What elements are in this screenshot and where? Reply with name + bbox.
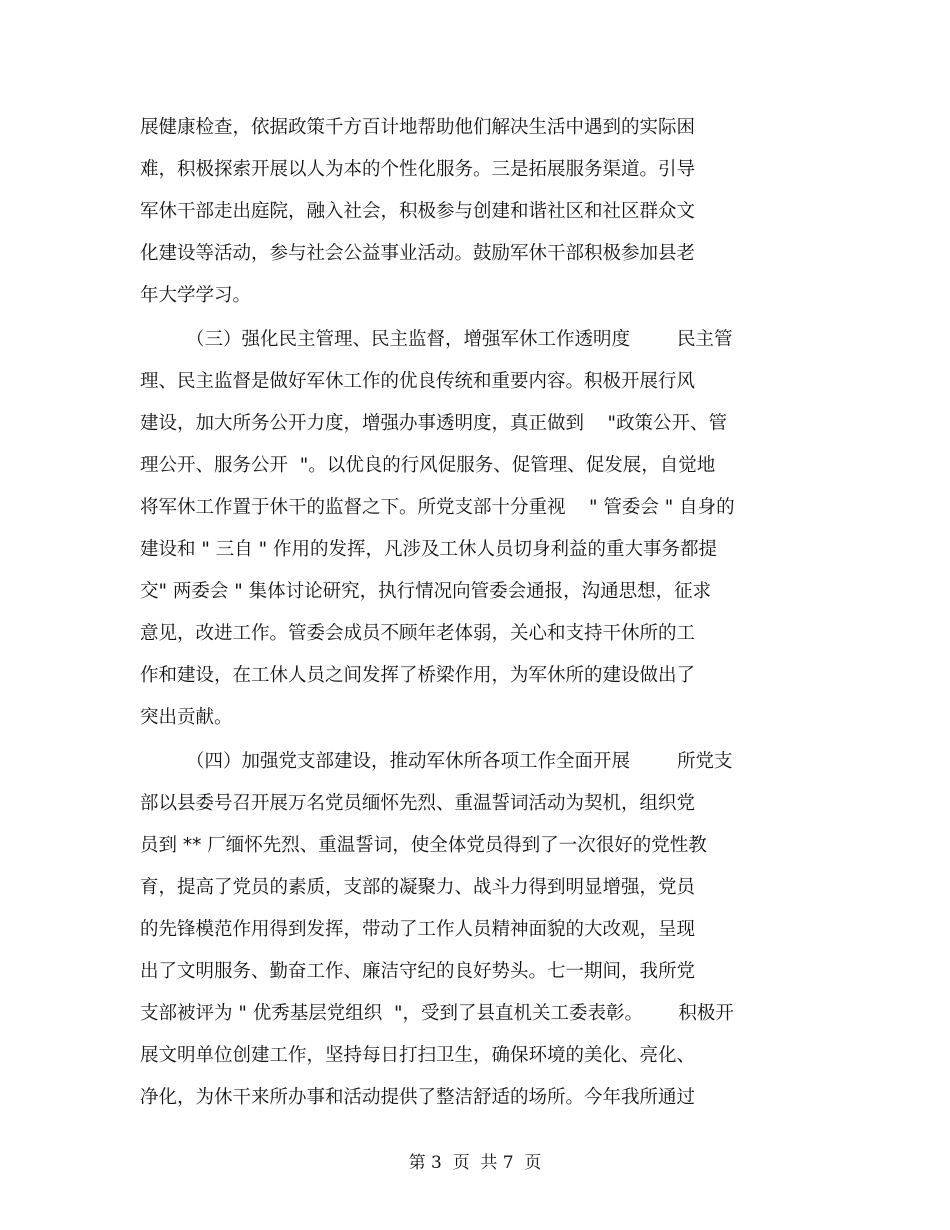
body-line: 部以县委号召开展万名党员缅怀先烈、重温誓词活动为契机，组织党 <box>140 793 696 814</box>
body-line: 军休干部走出庭院，融入社会，积极参与创建和谐社区和社区群众文 <box>140 201 696 222</box>
body-line: 理、民主监督是做好军休工作的优良传统和重要内容。积极开展行风 <box>140 371 696 392</box>
body-line: 将军休工作置于休干的监督之下。所党支部十分重视 " 管委会 " 自身的 <box>140 497 735 518</box>
body-line: 作和建设，在工休人员之间发挥了桥梁作用，为军休所的建设做出了 <box>140 665 696 686</box>
page-number-footer: 第 3 页 共 7 页 <box>408 1153 542 1173</box>
section-heading-line: （四）加强党支部建设，推动军休所各项工作全面开展 所党支 <box>186 751 733 772</box>
body-line: 突出贡献。 <box>140 707 233 728</box>
section-heading-line: （三）强化民主管理、民主监督，增强军休工作透明度 民主管 <box>186 329 733 350</box>
body-line: 净化，为休干来所办事和活动提供了整洁舒适的场所。今年我所通过 <box>140 1087 696 1108</box>
body-line: 交" 两委会 " 集体讨论研究，执行情况向管委会通报，沟通思想，征求 <box>140 581 712 602</box>
body-line: 出了文明服务、勤奋工作、廉洁守纪的良好势头。七一期间，我所党 <box>140 961 696 982</box>
body-line: 的先锋模范作用得到发挥，带动了工作人员精神面貌的大改观，呈现 <box>140 919 696 940</box>
body-line: 员到 ** 厂缅怀先烈、重温誓词，使全体党员得到了一次很好的党性教 <box>140 835 707 856</box>
body-line: 意见，改进工作。管委会成员不顾年老体弱，关心和支持干休所的工 <box>140 623 696 644</box>
body-line: 展文明单位创建工作，坚持每日打扫卫生，确保环境的美化、亮化、 <box>140 1045 696 1066</box>
body-line: 理公开、服务公开 "。以优良的行风促服务、促管理、促发展，自觉地 <box>140 455 716 476</box>
body-line: 难，积极探索开展以人为本的个性化服务。三是拓展服务渠道。引导 <box>140 159 696 180</box>
body-line: 展健康检查，依据政策千方百计地帮助他们解决生活中遇到的实际困 <box>140 117 696 138</box>
body-line: 建设和 " 三自 " 作用的发挥，凡涉及工休人员切身利益的重大事务都提 <box>140 539 718 560</box>
body-line: 支部被评为 " 优秀基层党组织 "，受到了县直机关工委表彰。 积极开 <box>140 1003 734 1024</box>
body-line: 建设，加大所务公开力度，增强办事透明度，真正做到 "政策公开、管 <box>140 413 728 434</box>
body-line: 育，提高了党员的素质，支部的凝聚力、战斗力得到明显增强，党员 <box>140 877 696 898</box>
body-line: 年大学学习。 <box>140 285 252 306</box>
body-line: 化建设等活动，参与社会公益事业活动。鼓励军休干部积极参加县老 <box>140 243 696 264</box>
